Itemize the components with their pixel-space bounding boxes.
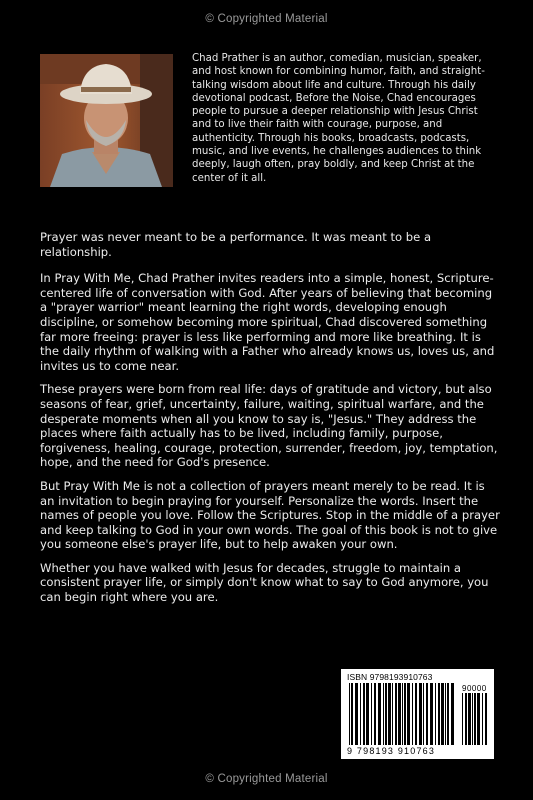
author-bio: Chad Prather is an author, comedian, musician, speaker, and host known for combining humor, faith, and straight-talking wisdom about life and culture. Through his daily devotional podcast, Before the Noise, Chad encourages people to pursue a deeper relationship with Jesus Christ and to live their faith with courage, purpose, and authenticity. Through his books, broadcasts, podcasts, music, and live events, he challenges audiences to think deeply, laugh often, pray boldly, and keep Christ at the center of it all. — [192, 53, 485, 184]
barcode-bar — [426, 683, 428, 745]
barcode-bar — [366, 683, 369, 745]
barcode-bar — [378, 683, 381, 745]
barcode-bar — [485, 693, 487, 745]
barcode-bar — [445, 683, 446, 745]
barcode-bar — [477, 693, 480, 745]
description-paragraph: These prayers were born from real life: days of gratitude and victory, but also seasons of fear, grief, uncertainty, failure, waiting, spiritual warfare, and the desperate moments when all you know to say is, "Jesus." They address the places where faith actually has to be lived, including family, purpose, forgiveness, healing, courage, protection, surrender, freedom, joy, temptation, hope, and the need for God's presence. — [40, 382, 498, 470]
copyright-watermark-bottom: © Copyrighted Material — [205, 773, 328, 785]
barcode-bar — [374, 683, 376, 745]
barcode-bars — [349, 683, 457, 745]
barcode-bar — [402, 683, 403, 745]
barcode-bar — [371, 683, 372, 745]
isbn-barcode — [341, 669, 494, 759]
barcode-bar — [395, 683, 397, 745]
barcode-bar — [404, 683, 406, 745]
author-photo-image — [40, 54, 173, 187]
barcode-bar — [441, 683, 444, 745]
barcode-bar — [482, 693, 483, 745]
barcode-bar — [465, 693, 467, 745]
barcode-bar — [392, 683, 393, 745]
barcode-bar — [435, 683, 436, 745]
barcode-bar — [407, 683, 410, 745]
book-description — [40, 230, 500, 614]
barcode-bar — [451, 683, 454, 745]
barcode-bar — [438, 683, 440, 745]
barcode-bar — [474, 693, 476, 745]
author-photo — [40, 54, 173, 187]
copyright-watermark-top: © Copyrighted Material — [205, 13, 328, 25]
barcode-bar — [462, 693, 463, 745]
barcode-bar — [355, 683, 358, 745]
barcode-bar — [398, 683, 401, 745]
barcode-bar — [423, 683, 424, 745]
isbn-label: ISBN 9798193910763 — [347, 672, 433, 682]
barcode-bar — [447, 683, 449, 745]
barcode-bar — [385, 683, 387, 745]
barcode-bar — [388, 683, 391, 745]
barcode-bar — [468, 693, 471, 745]
description-lead: Prayer was never meant to be a performance. It was meant to be a relationship. — [40, 230, 432, 259]
barcode-bar — [472, 693, 473, 745]
barcode-bar — [419, 683, 422, 745]
description-paragraph: Whether you have walked with Jesus for decades, struggle to maintain a consistent prayer life, or simply don't know what to say to God anymore, you can begin right where you are. — [40, 560, 489, 605]
barcode-addon-bars — [462, 693, 488, 745]
description-paragraph: In Pray With Me, Chad Prather invites readers into a simple, honest, Scripture-centered life of conversation with God. After years of believing that becoming a "prayer warrior" meant learning the right words, developing enough discipline, or somehow becoming more spiritual, Chad discovered something far more freeing: prayer is less like performing and more like breathing. It is the daily rhythm of walking with a Father who already knows us, loves us, and invites us to come near. — [40, 271, 495, 373]
price-code: 90000 — [462, 684, 487, 693]
isbn-digits: 9 798193 910763 — [347, 746, 436, 756]
barcode-bar — [430, 683, 433, 745]
barcode-bar — [351, 683, 353, 745]
barcode-bar — [415, 683, 417, 745]
barcode-bar — [383, 683, 384, 745]
barcode-bar — [363, 683, 365, 745]
description-paragraph: But Pray With Me is not a collection of prayers meant merely to be read. It is an invitation to begin praying for yourself. Personalize the words. Insert the names of people you love. Follow the Scriptures. Stop in the middle of a prayer and keep talking to God in your own words. The goal of this book is not to give you someone else's prayer life, but to help awaken your own. — [40, 478, 500, 552]
barcode-bar — [360, 683, 361, 745]
barcode-bar — [349, 683, 350, 745]
barcode-bar — [412, 683, 413, 745]
